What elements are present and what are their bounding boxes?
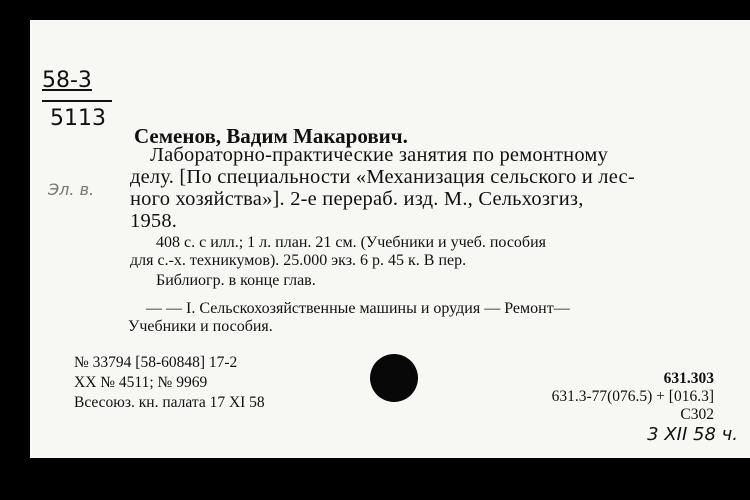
registration-line-1: № 33794 [58-60848] 17-2 [74, 354, 238, 371]
physical-line-3: Библиогр. в конце глав. [156, 272, 316, 289]
author-heading: Семенов, Вадим Макарович. [134, 124, 408, 148]
description-line-4: 1958. [130, 210, 178, 232]
call-number-bottom: 5113 [50, 106, 106, 131]
classification-line-2: 631.3-77(076.5) + [016.3] [551, 388, 714, 405]
description-line-3: ного хозяйства»]. 2-е перераб. изд. М., Сельхозгиз, [130, 188, 584, 210]
registration-line-2: XX № 4511; № 9969 [74, 374, 208, 391]
classification-line-3: С302 [680, 406, 714, 423]
description-line-2: делу. [По специальности «Механизация сельского и лес- [130, 166, 635, 188]
call-number-rule [42, 100, 112, 102]
catalog-card [30, 20, 750, 458]
subject-line-1: — — I. Сельскохозяйственные машины и орудия — Ремонт— [146, 300, 570, 317]
classification-line-1: 631.303 [663, 370, 714, 387]
physical-line-2: для с.-х. техникумов). 25.000 экз. 6 р. 45 к. В пер. [130, 252, 467, 269]
punch-hole [370, 354, 418, 402]
description-line-1: Лабораторно-практические занятия по ремонтному [150, 144, 609, 166]
handwritten-date-note: 3 XII 58 ч. [647, 424, 738, 445]
subject-line-2: Учебники и пособия. [128, 318, 273, 335]
physical-line-1: 408 с. с илл.; 1 л. план. 21 см. (Учебники и учеб. пособия [156, 234, 546, 251]
registration-line-3: Всесоюз. кн. палата 17 XI 58 [74, 394, 265, 411]
margin-pencil-mark: Эл. в. [48, 180, 95, 199]
call-number-top: 58-3 [42, 68, 92, 93]
